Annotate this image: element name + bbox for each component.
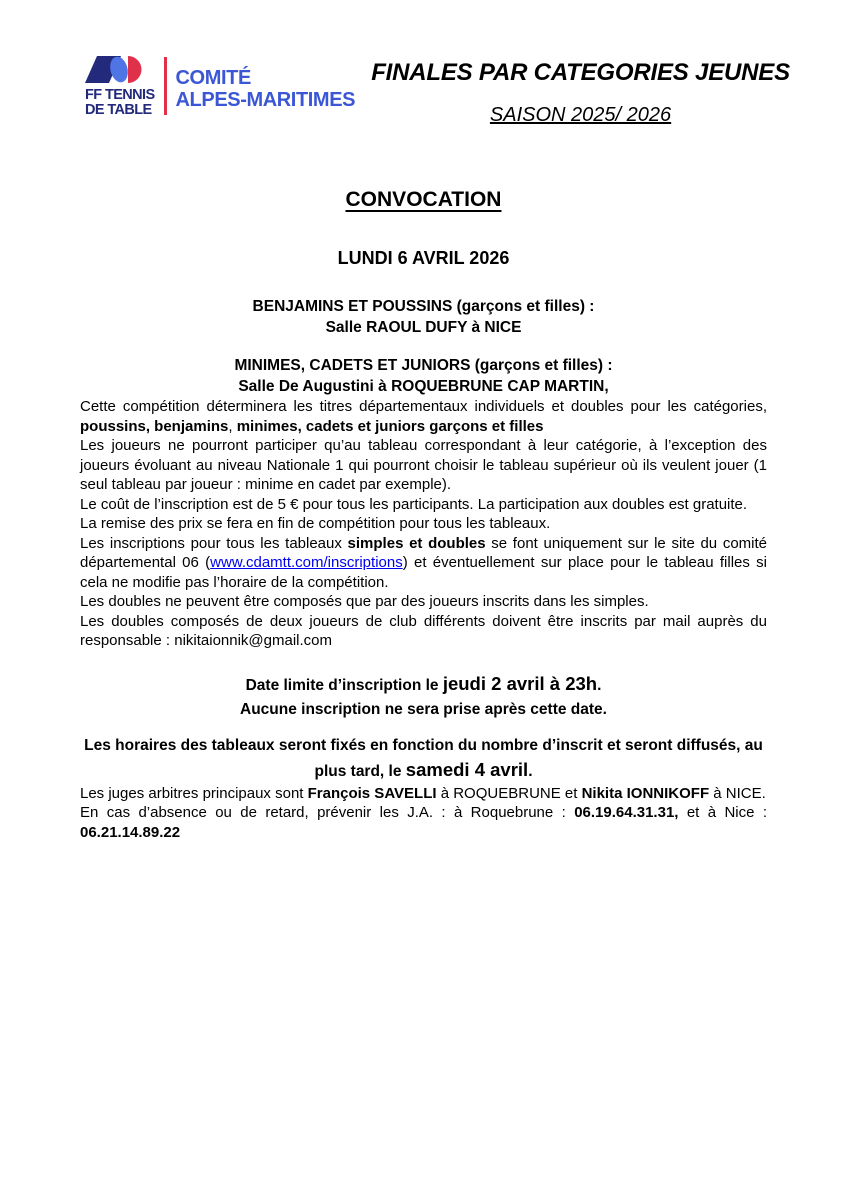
text-run: et à Nice : (678, 804, 767, 821)
text-run: samedi 4 avril (405, 758, 529, 780)
fftt-logo-block (85, 55, 155, 117)
text-run: à NICE. (709, 784, 766, 802)
paragraph-doubles-mail (80, 612, 767, 651)
doc-title: FINALES PAR CATEGORIES JEUNES (371, 59, 790, 86)
event-date-heading: LUNDI 6 AVRIL 2026 (337, 248, 510, 268)
deadline-line (80, 672, 767, 698)
venue-category: BENJAMINS ET POUSSINS (garçons et filles) : (252, 298, 595, 315)
schedule-notice (80, 734, 767, 784)
committee-name-line2: ALPES-MARITIMES (175, 88, 356, 111)
deadline-warning (80, 698, 767, 722)
text-run: Les inscriptions pour tous les tableaux (80, 534, 348, 552)
cdamtt-inscriptions-link[interactable]: www.cdamtt.com/inscriptions (210, 554, 403, 571)
text-run: François SAVELLI (307, 784, 437, 802)
text-run: En cas d’absence ou de retard, prévenir les J.A. : à Roquebrune : (80, 804, 575, 821)
convocation-heading: CONVOCATION (345, 188, 502, 211)
paragraph-prizes (80, 514, 767, 534)
fftt-logo (85, 55, 355, 117)
paragraph-intro-rules (80, 436, 767, 495)
text-run: Les juges arbitres principaux sont (80, 784, 308, 802)
doc-subtitle: SAISON 2025/ 2026 (489, 104, 672, 126)
venue-hall: Salle De Augustini à ROQUEBRUNE CAP MARTIN, (238, 378, 609, 395)
text-run: poussins, benjamins (80, 417, 229, 435)
text-run: Le coût de l’inscription est de 5 € pour tous les participants. La participation aux doubles est gratuite. (80, 495, 748, 513)
text-run: La remise des prix se fera en fin de compétition pour tous les tableaux. (80, 515, 551, 532)
text-run: Date limite d’inscription le (245, 676, 443, 694)
text-run: . (528, 762, 533, 780)
fftt-logo-mark (85, 55, 143, 85)
document-body (0, 187, 848, 842)
text-run: simples et doubles (347, 534, 486, 552)
org-name-line2: DE TABLE (85, 101, 152, 118)
text-run: , (228, 417, 237, 435)
text-run: Les joueurs ne pourront participer qu’au tableau correspondant à leur catégorie, à l’exception des joueurs évoluant au niveau Nationale 1 qui pourront choisir le tableau supérieur où ils veulent jouer (1 seul tableau par joueur : minime en cadet par exemple). (80, 437, 767, 493)
venue-minimes-cadets-juniors (80, 355, 767, 397)
text-run: 06.19.64.31.31, (574, 804, 679, 821)
document-header (0, 0, 848, 127)
committee-name (176, 68, 356, 111)
committee-name-line1: COMITÉ (175, 67, 251, 89)
judges-info (80, 784, 767, 804)
paragraph-doubles-rule (80, 592, 767, 612)
text-run: . (597, 676, 602, 694)
venue-benjamins-poussins (80, 296, 767, 338)
text-run: Aucune inscription ne sera prise après cette date. (240, 700, 607, 718)
text-run: Les doubles ne peuvent être composés que par des joueurs inscrits dans les simples. (80, 593, 649, 610)
text-run: 06.21.14.89.22 (80, 823, 181, 841)
org-name (85, 88, 155, 117)
logo-divider (164, 57, 167, 115)
text-run: minimes, cadets et juniors garçons et filles (236, 417, 544, 435)
title-block (355, 55, 806, 127)
text-run: Cette compétition déterminera les titres départementaux individuels et doubles pour les catégories, (80, 398, 767, 415)
text-run: Nikita IONNIKOFF (581, 784, 710, 802)
org-name-line1: FF TENNIS (85, 87, 155, 103)
text-run: à ROQUEBRUNE et (436, 784, 582, 802)
text-run: jeudi 2 avril à 23h (442, 672, 598, 694)
venue-hall: Salle RAOUL DUFY à NICE (325, 319, 522, 336)
absence-contact (80, 803, 767, 842)
paragraph-cost (80, 495, 767, 515)
text-run: Les doubles composés de deux joueurs de club différents doivent être inscrits par mail auprès du responsable : nikitaionnik@gmail.com (80, 612, 767, 649)
paragraph-intro-categories (80, 397, 767, 436)
text-run: Les horaires des tableaux seront fixés en fonction du nombre d’inscrit et seront diffusés, au plus tard, le (84, 736, 763, 780)
venue-category: MINIMES, CADETS ET JUNIORS (garçons et filles) : (234, 357, 613, 374)
paragraph-registration (80, 534, 767, 593)
text-run: ) et éventuellement sur place pour le tableau filles si cela ne modifie pas l’horaire de la compétition. (80, 554, 767, 591)
text-run: se font uniquement sur le site du comité départemental 06 ( (80, 534, 767, 571)
